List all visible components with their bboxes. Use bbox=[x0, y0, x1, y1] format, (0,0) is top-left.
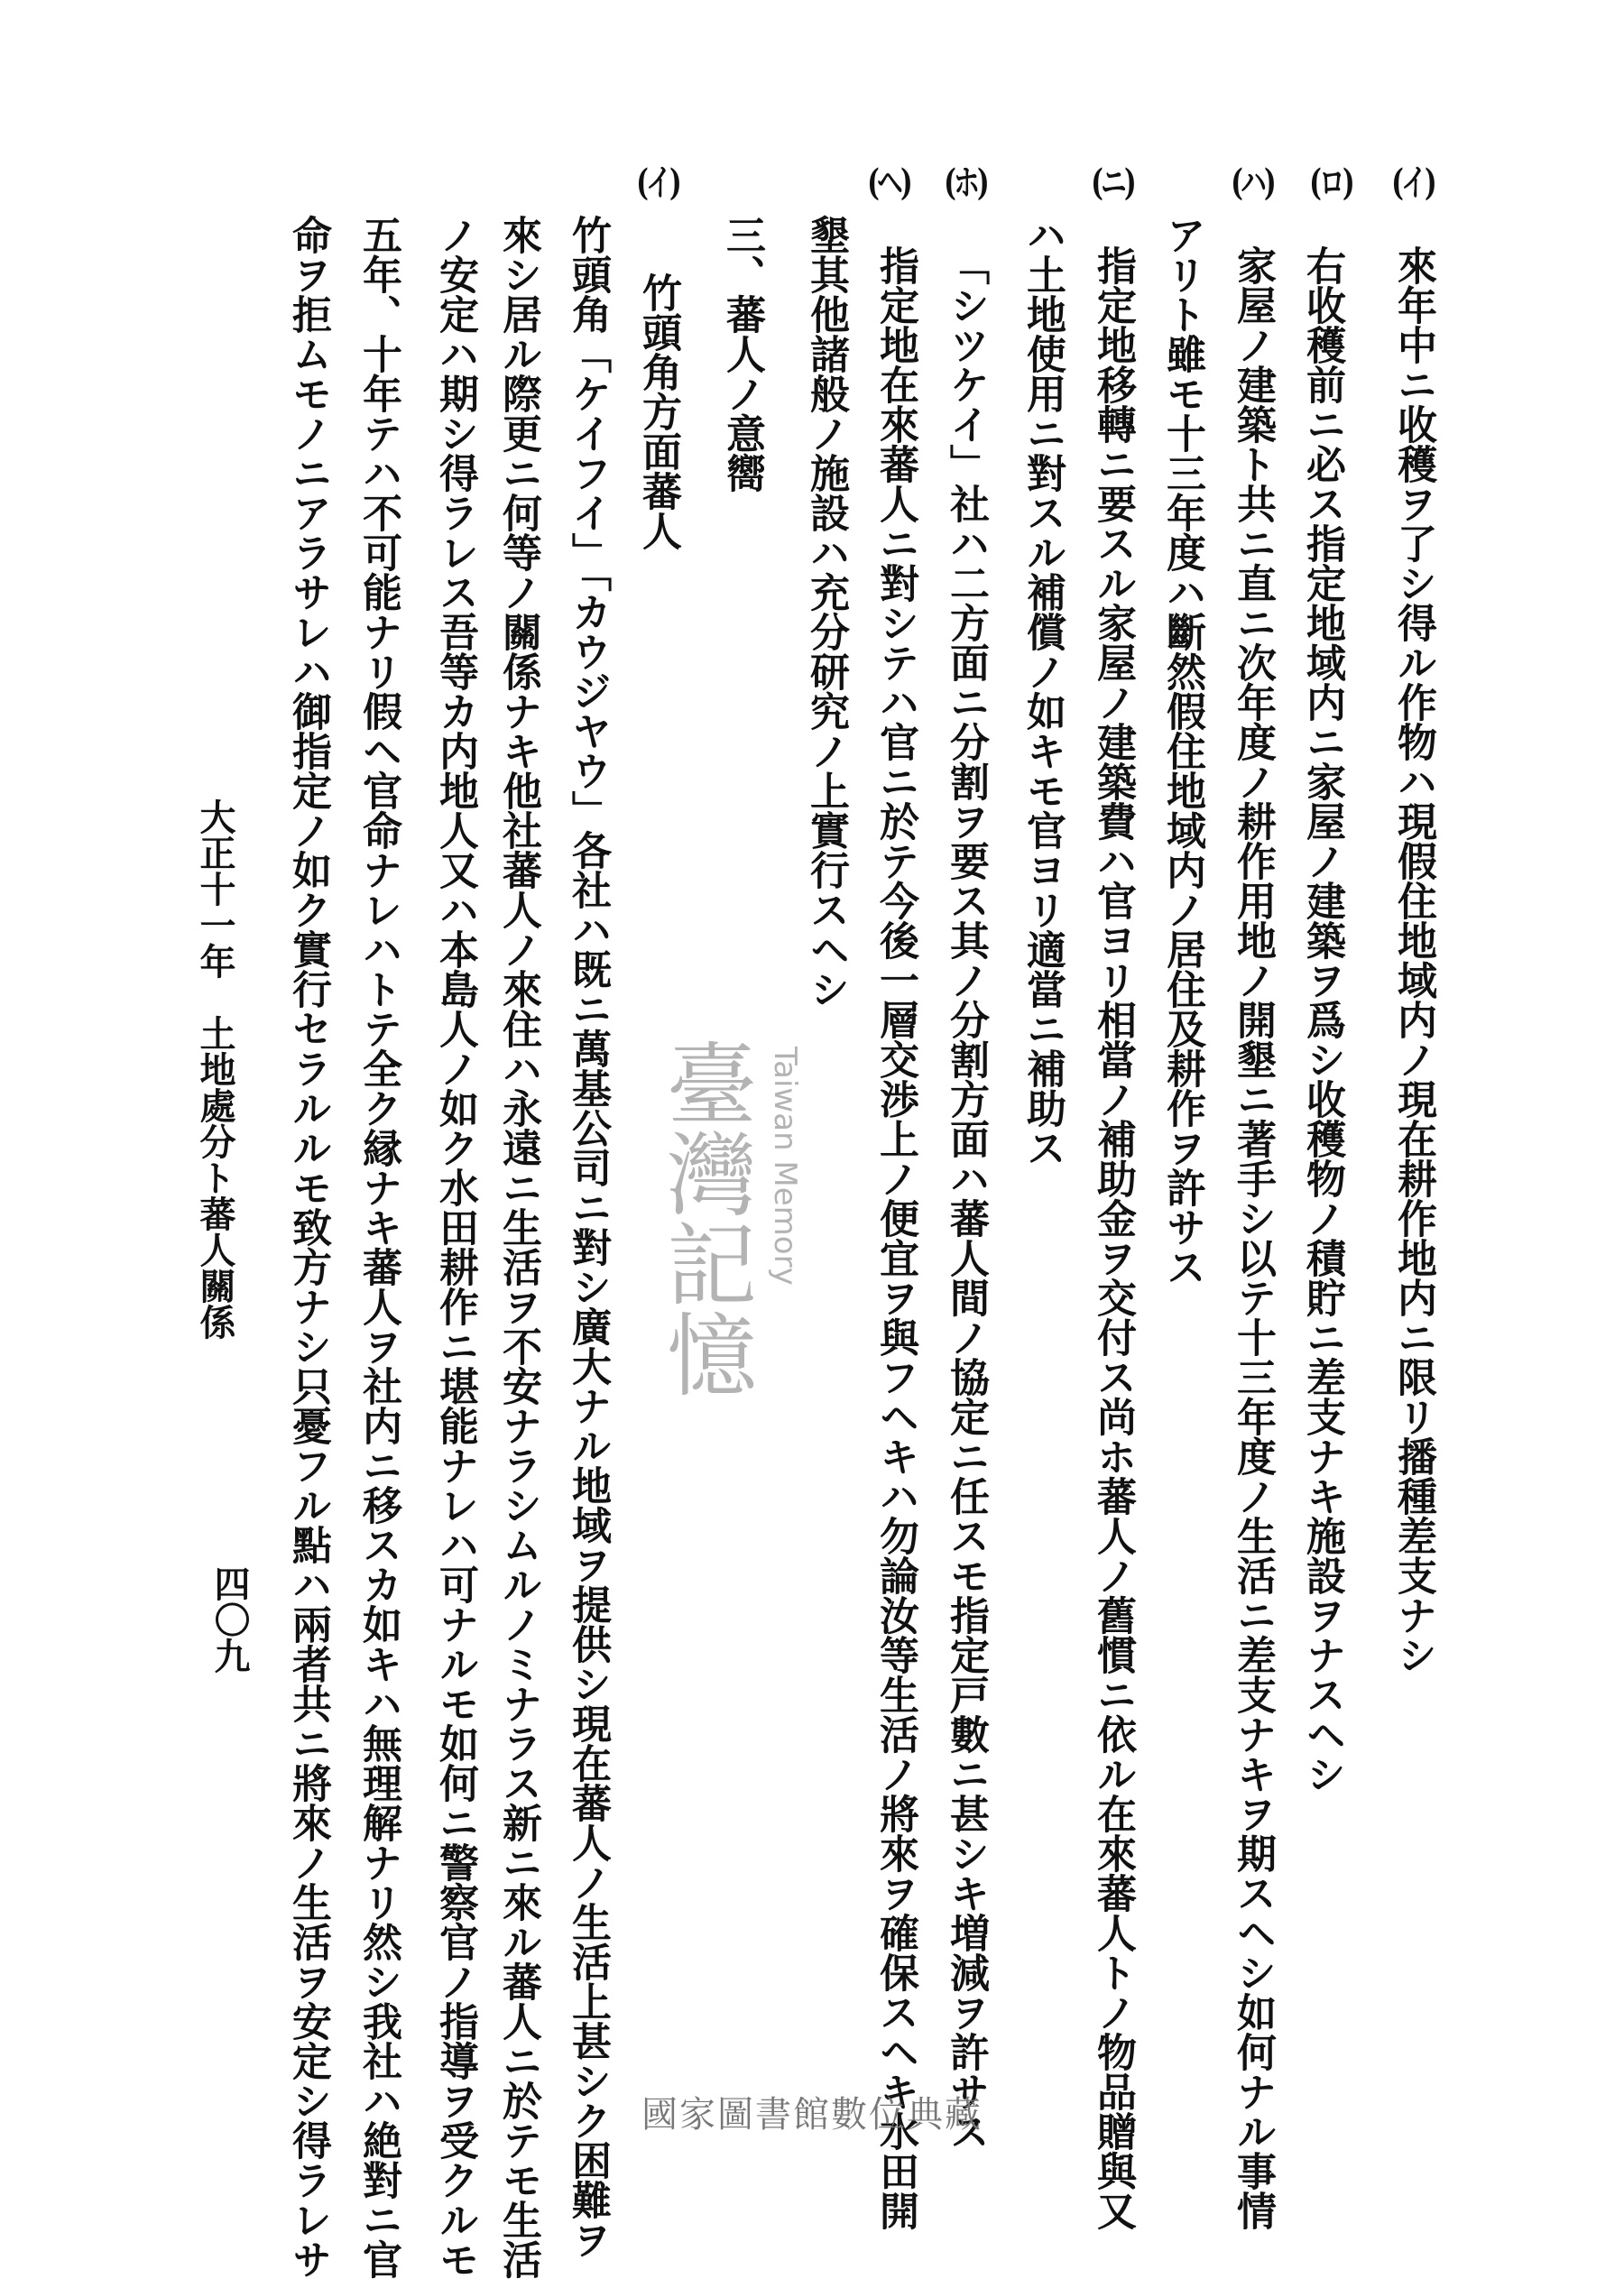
text-column: 墾其他諸般ノ施設ハ充分研究ノ上實行スヘシ bbox=[803, 215, 849, 1009]
text-column: 「シツケイ」社ハ二方面ニ分割ヲ要ス其ノ分割方面ハ蕃人間ノ協定ニ任スモ指定戸數ニ甚シキ増減ヲ許サス bbox=[943, 245, 989, 2151]
item-label-ro: (ロ) bbox=[1309, 161, 1352, 204]
item-label-ha: (ハ) bbox=[1231, 161, 1274, 204]
text-column: ノ安定ハ期シ得ラレス吾等カ内地人又ハ本島人ノ如ク水田耕作ニ堪能ナレハ可ナルモ如何ニ警察官ノ指導ヲ受クルモ bbox=[432, 215, 478, 2279]
watermark-logo: 臺灣記憶 bbox=[651, 1038, 757, 1398]
text-column: 命ヲ拒ムモノニアラサレハ御指定ノ如ク實行セラルルモ致方ナシ只憂フル點ハ兩者共ニ將來ノ生活ヲ安定シ得ラレサ bbox=[285, 215, 331, 2279]
sub-label-i: (イ) bbox=[636, 161, 679, 204]
text-column: 家屋ノ建築ト共ニ直ニ次年度ノ耕作用地ノ開墾ニ著手シ以テ十三年度ノ生活ニ差支ナキヲ期スヘシ如何ナル事情 bbox=[1230, 245, 1276, 2230]
running-title: 大正十一年 土地處分ト蕃人關係 bbox=[194, 798, 236, 1340]
section-heading: 三、蕃人ノ意嚮 bbox=[719, 215, 765, 493]
text-column: 指定地移轉ニ要スル家屋ノ建築費ハ官ヨリ相當ノ補助金ヲ交付ス尚ホ蕃人ノ舊慣ニ依ル在來蕃人トノ物品贈與又 bbox=[1090, 245, 1136, 2230]
item-label-he: (ヘ) bbox=[867, 161, 910, 204]
text-column: 指定地在來蕃人ニ對シテハ官ニ於テ今後一層交渉上ノ便宜ヲ與フヘキハ勿論汝等生活ノ將來ヲ確保スヘキ水田開 bbox=[872, 245, 918, 2230]
page-number: 四〇九 bbox=[208, 1565, 251, 1674]
text-column: ハ土地使用ニ對スル補償ノ如キモ官ヨリ適當ニ補助ス bbox=[1020, 215, 1066, 1167]
text-column: アリト雖モ十三年度ハ斷然假住地域内ノ居住及耕作ヲ許サス bbox=[1159, 215, 1205, 1287]
item-label-i: (イ) bbox=[1391, 161, 1435, 204]
text-column: 來年中ニ收穫ヲ了シ得ル作物ハ現假住地域内ノ現在耕作地内ニ限リ播種差支ナシ bbox=[1390, 245, 1436, 1675]
subsection-heading: 竹頭角方面蕃人 bbox=[635, 272, 681, 550]
item-label-ho: (ホ) bbox=[944, 161, 987, 204]
text-column: 五年、十年テハ不可能ナリ假ヘ官命ナレハトテ全ク縁ナキ蕃人ヲ社内ニ移スカ如キハ無理解ナリ然シ我社ハ絶對ニ官 bbox=[355, 215, 401, 2279]
archive-footer: 國家圖書館數位典藏 bbox=[641, 2094, 983, 2136]
text-column: 右收穫前ニ必ス指定地域内ニ家屋ノ建築ヲ爲シ收穫物ノ積貯ニ差支ナキ施設ヲナスヘシ bbox=[1299, 245, 1345, 1794]
item-label-ni: (ニ) bbox=[1091, 161, 1134, 204]
watermark-english: Taiwan Memory bbox=[767, 1047, 803, 1286]
text-column: 竹頭角「ケイフイ」「カウジヤウ」各社ハ既ニ萬基公司ニ對シ廣大ナル地域ヲ提供シ現在蕃人ノ生活上甚シク困難ヲ bbox=[565, 215, 611, 2259]
text-column: 來シ居ル際更ニ何等ノ關係ナキ他社蕃人ノ來住ハ永遠ニ生活ヲ不安ナラシムルノミナラス新ニ來ル蕃人ニ於テモ生活 bbox=[495, 215, 541, 2279]
